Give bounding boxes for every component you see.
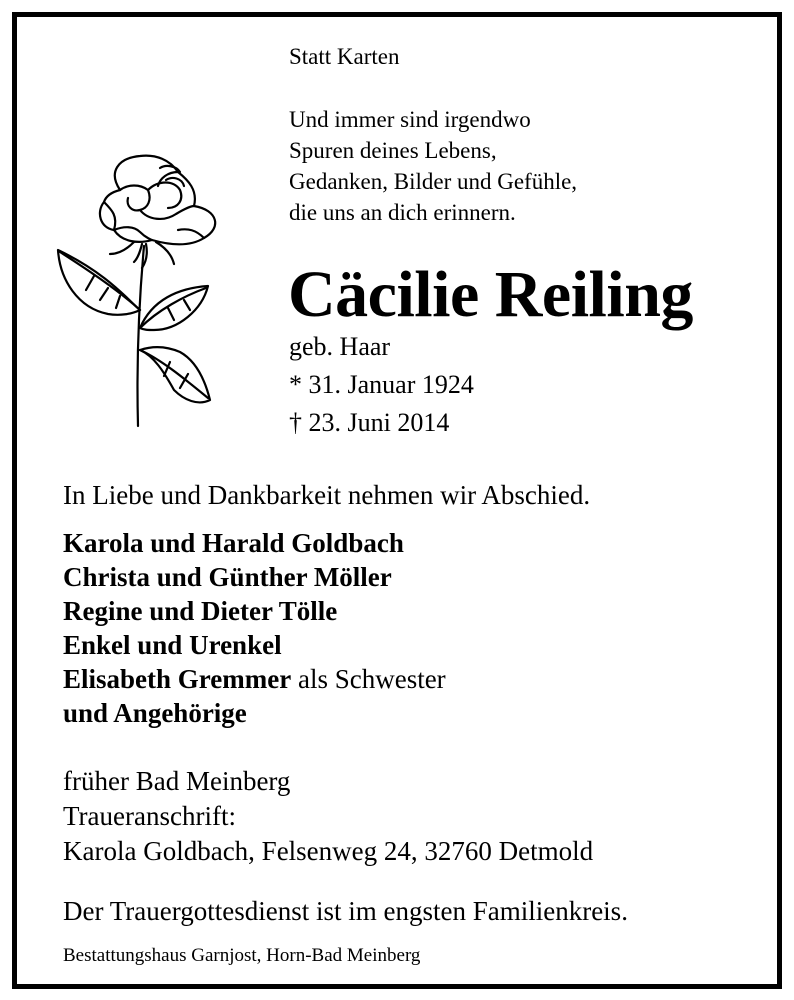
rose-icon <box>48 150 228 430</box>
farewell-line: In Liebe und Dankbarkeit nehmen wir Abschied. <box>63 480 591 510</box>
mourner: Christa und Günther Möller <box>63 562 392 592</box>
header-statt-karten: Statt Karten <box>289 44 400 69</box>
death-date: † 23. Juni 2014 <box>289 408 450 437</box>
address-value: Karola Goldbach, Felsenweg 24, 32760 Detmold <box>63 836 594 866</box>
poem-line: Gedanken, Bilder und Gefühle, <box>289 169 578 194</box>
poem-line: Spuren deines Lebens, <box>289 138 497 163</box>
mourner: und Angehörige <box>63 698 247 728</box>
address-block <box>63 764 593 869</box>
address-label: Traueranschrift: <box>63 801 236 831</box>
mourners-list <box>63 526 446 730</box>
poem-line: Und immer sind irgendwo <box>289 107 531 132</box>
maiden-name: geb. Haar <box>289 332 391 361</box>
birth-date: * 31. Januar 1924 <box>289 370 474 399</box>
mourner: Enkel und Urenkel <box>63 630 282 660</box>
deceased-name: Cäcilie Reiling <box>288 258 693 331</box>
funeral-home: Bestattungshaus Garnjost, Horn-Bad Meinberg <box>63 945 421 966</box>
service-note: Der Trauergottesdienst ist im engsten Familienkreis. <box>63 896 628 926</box>
mourner-name: Elisabeth Gremmer <box>63 664 292 694</box>
poem-line: die uns an dich erinnern. <box>289 200 516 225</box>
mourner: Regine und Dieter Tölle <box>63 596 338 626</box>
poem <box>289 104 577 228</box>
mourner-relation: als Schwester <box>291 664 446 694</box>
mourner <box>63 662 446 696</box>
former-residence: früher Bad Meinberg <box>63 766 291 796</box>
mourner: Karola und Harald Goldbach <box>63 528 404 558</box>
